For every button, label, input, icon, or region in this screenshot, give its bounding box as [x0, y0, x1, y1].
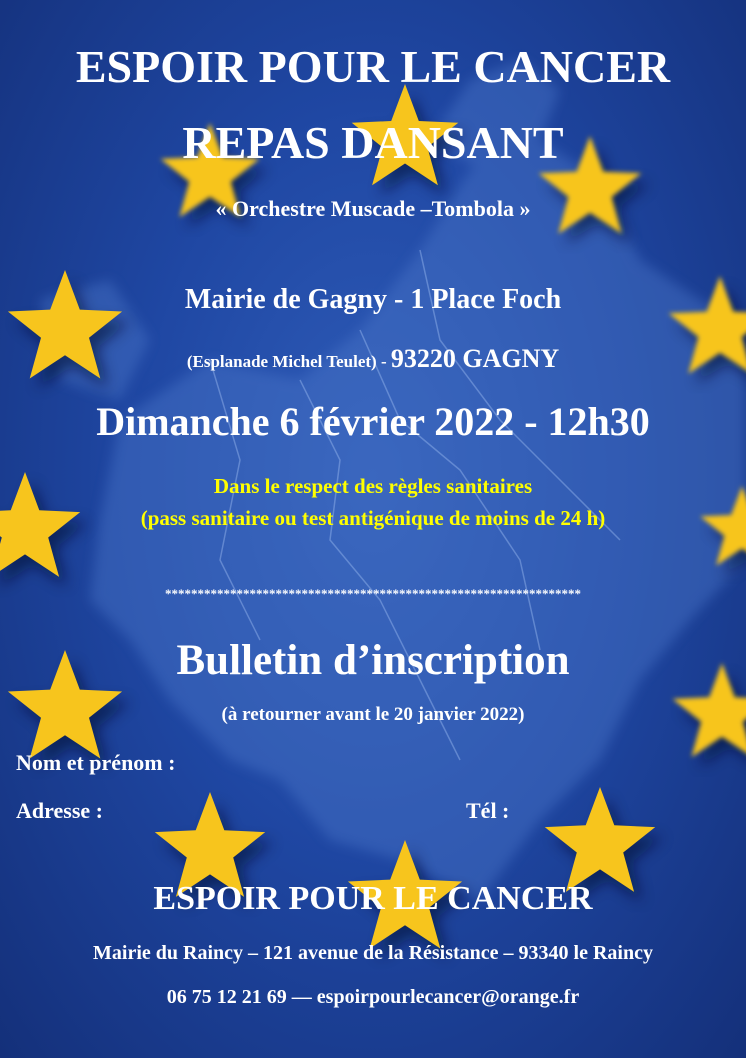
- sanitary-notice-1: Dans le respect des règles sanitaires: [213, 474, 533, 498]
- venue-line-1: Mairie de Gagny - 1 Place Foch: [184, 284, 562, 315]
- venue-line-2: [0, 344, 746, 374]
- separator: ****************************************************************: [165, 586, 581, 601]
- footer-address: Mairie du Raincy – 121 avenue de la Résistance – 93340 le Raincy: [93, 942, 653, 964]
- venue-esplanade: (Esplanade Michel Teulet) -: [186, 352, 391, 371]
- form-title: Bulletin d’inscription: [176, 637, 570, 684]
- address-field-label: Adresse :: [16, 798, 103, 823]
- event-title: REPAS DANSANT: [182, 117, 564, 168]
- footer-contact: 06 75 12 21 69 — espoirpourlecancer@orange.fr: [166, 986, 580, 1008]
- footer-org: ESPOIR POUR LE CANCER: [153, 880, 593, 917]
- form-deadline: (à retourner avant le 20 janvier 2022): [221, 704, 525, 725]
- name-field-label: Nom et prénom :: [16, 750, 176, 775]
- venue-city: 93220 GAGNY: [390, 344, 560, 373]
- sanitary-notice-2: (pass sanitaire ou test antigénique de moins de 24 h): [140, 506, 606, 530]
- event-tagline: « Orchestre Muscade –Tombola »: [215, 196, 531, 221]
- event-date: Dimanche 6 février 2022 - 12h30: [96, 399, 650, 444]
- org-title: ESPOIR POUR LE CANCER: [75, 41, 671, 92]
- phone-field-label: Tél :: [466, 798, 510, 823]
